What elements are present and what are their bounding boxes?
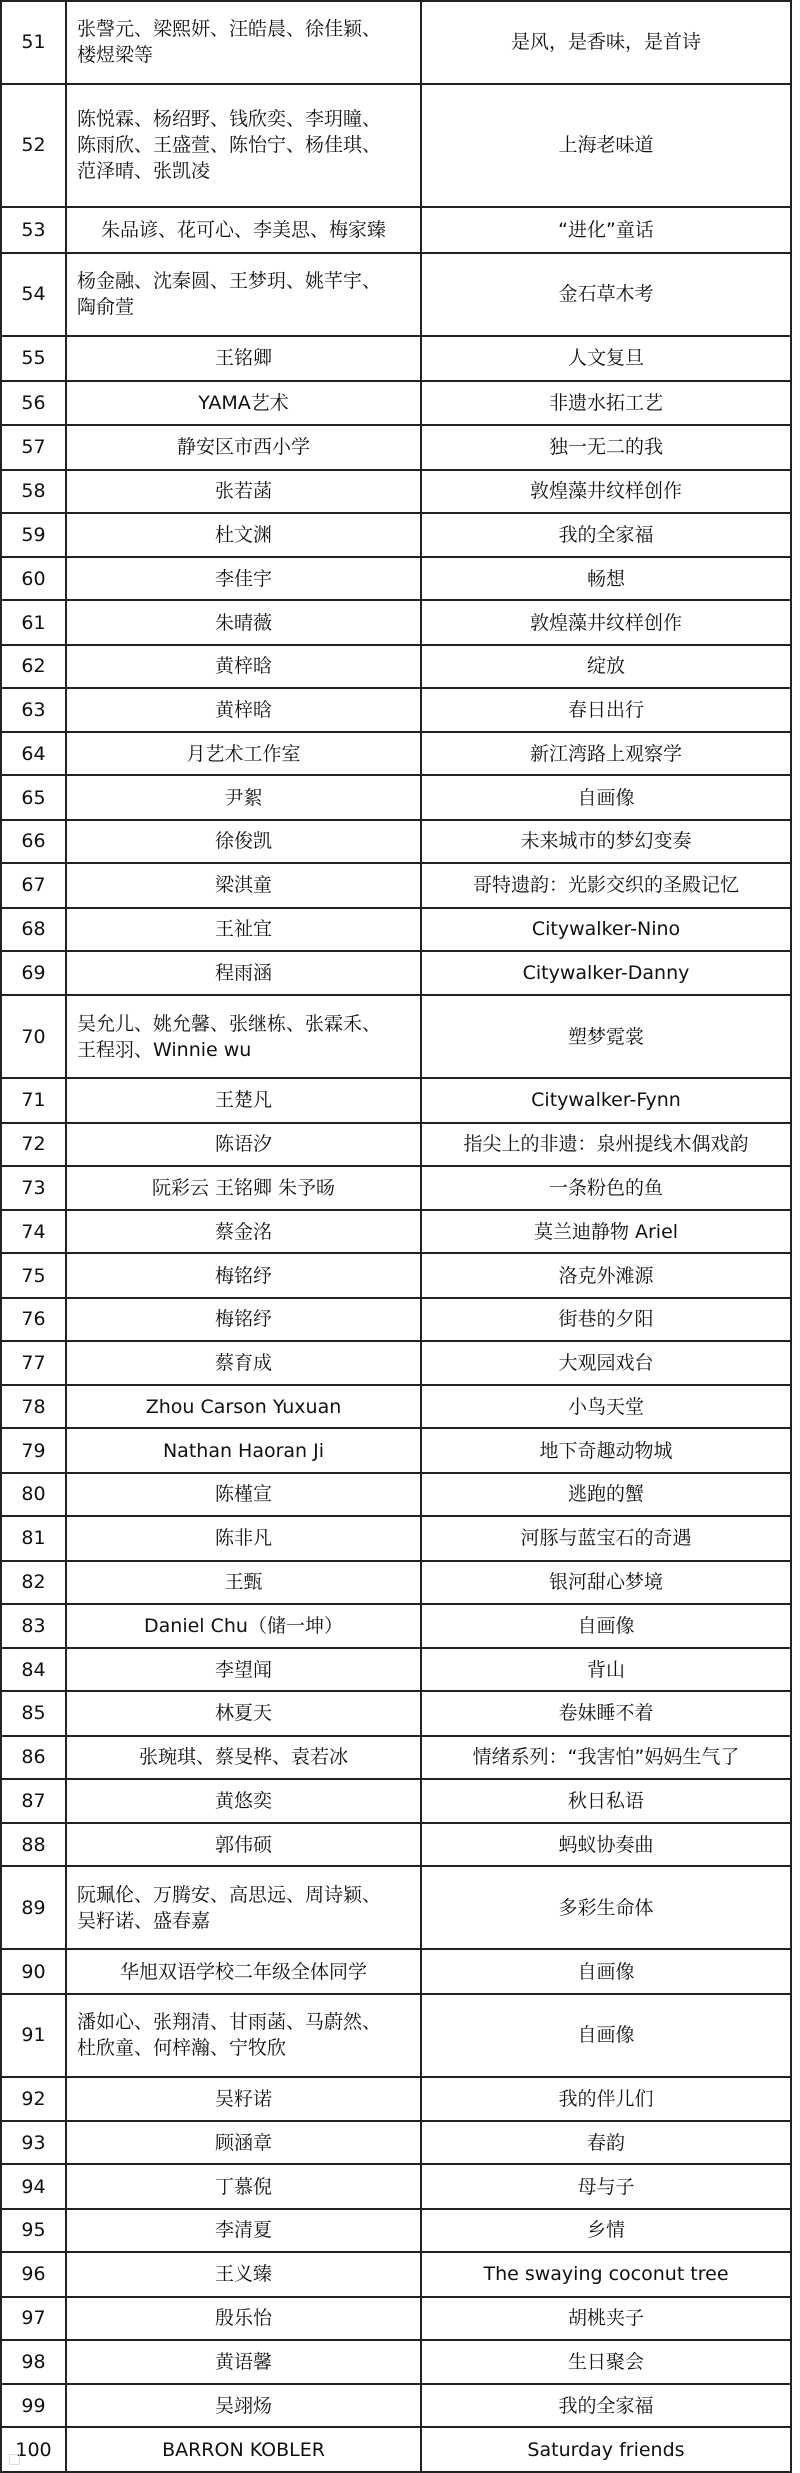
- row-number: 79: [1, 1428, 66, 1473]
- row-number: 76: [1, 1298, 66, 1341]
- author-cell: [66, 820, 421, 863]
- row-number: 88: [1, 1823, 66, 1866]
- author-cell: [66, 1385, 421, 1428]
- work-title: 春韵: [421, 2121, 791, 2164]
- row-number: 98: [1, 2340, 66, 2385]
- table-row: [1, 688, 791, 733]
- work-title: 自画像: [421, 1949, 791, 1994]
- work-title: 乡情: [421, 2209, 791, 2252]
- author-cell: [66, 1691, 421, 1736]
- author-line: 陈非凡: [214, 1527, 272, 1550]
- author-line: BARRON KOBLER: [162, 2438, 325, 2461]
- author-cell: [66, 1516, 421, 1561]
- author-cell: [66, 600, 421, 645]
- table-row: [1, 1866, 791, 1949]
- row-number: 74: [1, 1210, 66, 1253]
- author-line: 殷乐怡: [214, 2307, 272, 2329]
- row-number: 72: [1, 1123, 66, 1166]
- author-cell: [66, 908, 421, 951]
- work-title: 非遗水拓工艺: [421, 381, 791, 426]
- work-title: 洛克外滩源: [421, 1253, 791, 1298]
- table-row: [1, 336, 791, 381]
- work-title: 新江湾路上观察学: [421, 732, 791, 775]
- author-cell: [66, 1473, 421, 1516]
- table-row: [1, 1298, 791, 1341]
- row-number: 60: [1, 557, 66, 600]
- row-number: 82: [1, 1561, 66, 1604]
- row-number: 92: [1, 2077, 66, 2122]
- work-title: 敦煌藻井纹样创作: [421, 470, 791, 513]
- work-title: 逃跑的蟹: [421, 1473, 791, 1516]
- table-row: [1, 1253, 791, 1298]
- author-line: 程雨涵: [214, 961, 272, 984]
- row-number: 59: [1, 513, 66, 558]
- table-row: [1, 1779, 791, 1824]
- table-row: [1, 1994, 791, 2077]
- table-row: [1, 1561, 791, 1604]
- row-number: 97: [1, 2297, 66, 2340]
- author-cell: [66, 1648, 421, 1691]
- table-row: [1, 84, 791, 207]
- author-line: 郭伟硕: [214, 1833, 272, 1856]
- author-cell: [66, 1253, 421, 1298]
- row-number: 84: [1, 1648, 66, 1691]
- author-line: 朱品谚、花可心、李美思、梅家臻: [100, 218, 386, 241]
- author-line: 张謦元、梁熙妍、汪皓晨、徐佳颖、: [77, 18, 382, 41]
- row-number: 75: [1, 1253, 66, 1298]
- table-row: [1, 470, 791, 513]
- row-number: 68: [1, 908, 66, 951]
- work-title: 我的伴儿们: [421, 2077, 791, 2122]
- author-line: 朱晴薇: [214, 611, 272, 634]
- author-cell: [66, 775, 421, 820]
- table-row: [1, 513, 791, 558]
- table-row: [1, 1123, 791, 1166]
- author-line: 王楚凡: [214, 1089, 272, 1112]
- author-cell: [66, 1994, 421, 2077]
- author-line: 丁慕倪: [214, 2175, 272, 2198]
- row-number: 77: [1, 1341, 66, 1386]
- work-title: 背山: [421, 1648, 791, 1691]
- author-line: Nathan Haoran Ji: [162, 1439, 325, 1462]
- table-row: [1, 645, 791, 688]
- author-cell: [66, 253, 421, 336]
- table-row: [1, 2209, 791, 2252]
- table-row: [1, 995, 791, 1078]
- row-number: 81: [1, 1516, 66, 1561]
- author-line: 范泽晴、张凯凌: [77, 160, 211, 183]
- author-line: 李望闻: [214, 1658, 272, 1681]
- author-cell: [66, 1949, 421, 1994]
- author-line: Daniel Chu（储一坤）: [144, 1614, 343, 1637]
- author-line: 陶俞萱: [77, 296, 135, 319]
- table-row: [1, 1385, 791, 1428]
- table-row: [1, 863, 791, 908]
- table-row: [1, 1210, 791, 1253]
- row-number: 96: [1, 2252, 66, 2297]
- work-title: 莫兰迪静物 Ariel: [421, 1210, 791, 1253]
- work-title: 蚂蚁协奏曲: [421, 1823, 791, 1866]
- table-row: [1, 1691, 791, 1736]
- row-number: 91: [1, 1994, 66, 2077]
- author-cell: [66, 557, 421, 600]
- row-number: 70: [1, 995, 66, 1078]
- row-number: 67: [1, 863, 66, 908]
- work-title: 畅想: [421, 557, 791, 600]
- author-cell: [66, 995, 421, 1078]
- table-row: [1, 2427, 791, 2472]
- work-title: 敦煌藻井纹样创作: [421, 600, 791, 645]
- row-number: 52: [1, 84, 66, 207]
- row-number: 53: [1, 207, 66, 253]
- author-line: 阮珮伦、万腾安、高思远、周诗颖、: [77, 1883, 382, 1906]
- author-line: 楼煜梁等: [77, 44, 154, 67]
- author-cell: [66, 863, 421, 908]
- author-line: YAMA艺术: [198, 391, 289, 414]
- work-title: 银河甜心梦境: [421, 1561, 791, 1604]
- work-title: 多彩生命体: [421, 1866, 791, 1949]
- author-cell: [66, 1078, 421, 1123]
- table-row: [1, 2164, 791, 2209]
- author-line: 吴翊炀: [214, 2394, 272, 2417]
- row-number: 65: [1, 775, 66, 820]
- author-cell: [66, 732, 421, 775]
- work-title: 上海老味道: [421, 84, 791, 207]
- work-title: 大观园戏台: [421, 1341, 791, 1386]
- author-line: 梅铭纾: [214, 1308, 272, 1331]
- table-row: [1, 1736, 791, 1779]
- author-line: 王祉宜: [214, 918, 272, 941]
- work-title: 哥特遗韵：光影交织的圣殿记忆: [421, 863, 791, 908]
- author-line: 黄悠奕: [214, 1789, 272, 1812]
- author-line: 杨金融、沈秦圆、王梦玥、姚芊宇、: [77, 270, 382, 293]
- work-title: The swaying coconut tree: [421, 2252, 791, 2297]
- work-title: 胡桃夹子: [421, 2297, 791, 2340]
- author-line: 王程羽、Winnie wu: [77, 1038, 252, 1061]
- table-row: [1, 1949, 791, 1994]
- author-cell: [66, 2209, 421, 2252]
- row-number: 71: [1, 1078, 66, 1123]
- work-title: 自画像: [421, 1604, 791, 1649]
- row-number: 64: [1, 732, 66, 775]
- author-line: 黄梓晗: [214, 655, 272, 678]
- author-line: 吴允儿、姚允馨、张继栋、张霖禾、: [77, 1012, 382, 1035]
- work-title: 我的全家福: [421, 513, 791, 558]
- table-row: [1, 1648, 791, 1691]
- table-row: [1, 732, 791, 775]
- table-row: [1, 2340, 791, 2385]
- work-title: 秋日私语: [421, 1779, 791, 1824]
- table-row: [1, 1516, 791, 1561]
- author-cell: [66, 1736, 421, 1779]
- table-row: [1, 1823, 791, 1866]
- work-title: 生日聚会: [421, 2340, 791, 2385]
- table-row: [1, 1, 791, 84]
- author-line: 杜文渊: [214, 523, 272, 546]
- watermark-logo: □: [8, 2451, 22, 2467]
- work-title: 自画像: [421, 775, 791, 820]
- row-number: 95: [1, 2209, 66, 2252]
- work-title: 我的全家福: [421, 2384, 791, 2427]
- author-line: 王铭卿: [214, 347, 272, 370]
- author-cell: [66, 951, 421, 996]
- author-cell: [66, 1, 421, 84]
- row-number: 86: [1, 1736, 66, 1779]
- table-row: [1, 2252, 791, 2297]
- work-title: “进化”童话: [421, 207, 791, 253]
- work-title: 指尖上的非遗：泉州提线木偶戏韵: [421, 1123, 791, 1166]
- work-title: 绽放: [421, 645, 791, 688]
- row-number: 100: [1, 2427, 66, 2472]
- row-number: 99: [1, 2384, 66, 2427]
- work-title: Saturday friends: [421, 2427, 791, 2472]
- row-number: 93: [1, 2121, 66, 2164]
- author-line: 蔡金洺: [214, 1220, 272, 1243]
- row-number: 54: [1, 253, 66, 336]
- work-title: 塑梦霓裳: [421, 995, 791, 1078]
- author-line: 梅铭纾: [214, 1264, 272, 1287]
- table-row: [1, 1166, 791, 1211]
- author-line: 张琬琪、蔡旻桦、袁若冰: [138, 1746, 348, 1769]
- author-line: 王义臻: [214, 2263, 272, 2286]
- author-cell: [66, 381, 421, 426]
- table-row: [1, 2077, 791, 2122]
- author-cell: [66, 470, 421, 513]
- author-line: 吴籽诺: [214, 2088, 272, 2111]
- author-line: 吴籽诺、盛春嘉: [77, 1909, 211, 1932]
- author-line: 陈雨欣、王盛萱、陈怡宁、杨佳琪、: [77, 134, 382, 157]
- work-title: 母与子: [421, 2164, 791, 2209]
- author-line: 黄梓晗: [214, 699, 272, 722]
- work-title: 人文复旦: [421, 336, 791, 381]
- author-cell: [66, 1166, 421, 1211]
- table-row: [1, 1604, 791, 1649]
- author-cell: [66, 2077, 421, 2122]
- table-row: [1, 2384, 791, 2427]
- author-cell: [66, 1561, 421, 1604]
- author-cell: [66, 1779, 421, 1824]
- author-line: 静安区市西小学: [176, 436, 310, 459]
- work-title: 河豚与蓝宝石的奇遇: [421, 1516, 791, 1561]
- work-title: 未来城市的梦幻变奏: [421, 820, 791, 863]
- table-row: [1, 253, 791, 336]
- row-number: 87: [1, 1779, 66, 1824]
- table-row: [1, 557, 791, 600]
- author-line: 蔡育成: [214, 1352, 272, 1375]
- author-line: 陈槿宣: [214, 1483, 272, 1506]
- table-row: [1, 1078, 791, 1123]
- table-row: [1, 2297, 791, 2340]
- author-cell: [66, 84, 421, 207]
- work-title: 一条粉色的鱼: [421, 1166, 791, 1211]
- author-cell: [66, 2340, 421, 2385]
- author-line: 林夏天: [214, 1702, 272, 1725]
- row-number: 62: [1, 645, 66, 688]
- author-cell: [66, 1123, 421, 1166]
- row-number: 58: [1, 470, 66, 513]
- table-row: [1, 425, 791, 470]
- table-row: [1, 1428, 791, 1473]
- author-line: 潘如心、张翔清、甘雨菡、马蔚然、: [77, 2011, 382, 2034]
- author-line: 李清夏: [214, 2219, 272, 2242]
- works-list-body: [1, 1, 791, 2472]
- work-title: 情绪系列：“我害怕”妈妈生气了: [421, 1736, 791, 1779]
- table-row: [1, 600, 791, 645]
- row-number: 89: [1, 1866, 66, 1949]
- author-line: 王甄: [224, 1571, 263, 1594]
- author-cell: [66, 1210, 421, 1253]
- author-line: 月艺术工作室: [186, 742, 301, 765]
- author-line: 李佳宇: [214, 567, 272, 590]
- author-line: 尹絮: [224, 786, 263, 809]
- work-title: 地下奇趣动物城: [421, 1428, 791, 1473]
- work-title: 金石草木考: [421, 253, 791, 336]
- author-cell: [66, 2427, 421, 2472]
- work-title: 独一无二的我: [421, 425, 791, 470]
- row-number: 66: [1, 820, 66, 863]
- table-row: [1, 381, 791, 426]
- author-line: 杜欣童、何梓瀚、宁牧欣: [77, 2037, 287, 2060]
- author-cell: [66, 2384, 421, 2427]
- row-number: 80: [1, 1473, 66, 1516]
- work-title: Citywalker-Danny: [421, 951, 791, 996]
- author-cell: [66, 2297, 421, 2340]
- row-number: 61: [1, 600, 66, 645]
- author-cell: [66, 1298, 421, 1341]
- author-line: 顾涵章: [214, 2131, 272, 2154]
- row-number: 55: [1, 336, 66, 381]
- row-number: 78: [1, 1385, 66, 1428]
- work-title: 卷妹睡不着: [421, 1691, 791, 1736]
- author-cell: [66, 2252, 421, 2297]
- table-row: [1, 1473, 791, 1516]
- work-title: 自画像: [421, 1994, 791, 2077]
- author-cell: [66, 1823, 421, 1866]
- work-title: 街巷的夕阳: [421, 1298, 791, 1341]
- row-number: 69: [1, 951, 66, 996]
- table-row: [1, 1341, 791, 1386]
- table-row: [1, 207, 791, 253]
- author-line: 张若菡: [214, 480, 272, 503]
- row-number: 73: [1, 1166, 66, 1211]
- author-line: 阮彩云 王铭卿 朱予旸: [151, 1176, 336, 1199]
- row-number: 51: [1, 1, 66, 84]
- row-number: 63: [1, 688, 66, 733]
- work-title: 是风，是香味，是首诗: [421, 1, 791, 84]
- author-cell: [66, 1428, 421, 1473]
- work-title: 小鸟天堂: [421, 1385, 791, 1428]
- table-row: [1, 951, 791, 996]
- author-cell: [66, 425, 421, 470]
- table-row: [1, 820, 791, 863]
- author-cell: [66, 336, 421, 381]
- row-number: 85: [1, 1691, 66, 1736]
- row-number: 90: [1, 1949, 66, 1994]
- row-number: 94: [1, 2164, 66, 2209]
- table-row: [1, 2121, 791, 2164]
- table-row: [1, 775, 791, 820]
- author-cell: [66, 513, 421, 558]
- author-line: 陈悦霖、杨绍野、钱欣奕、李玥瞳、: [77, 108, 382, 131]
- author-line: Zhou Carson Yuxuan: [145, 1395, 342, 1418]
- author-cell: [66, 2121, 421, 2164]
- author-line: 黄语馨: [214, 2350, 272, 2373]
- author-cell: [66, 645, 421, 688]
- author-line: 华旭双语学校二年级全体同学: [119, 1960, 367, 1983]
- row-number: 83: [1, 1604, 66, 1649]
- author-cell: [66, 1341, 421, 1386]
- author-cell: [66, 2164, 421, 2209]
- author-cell: [66, 207, 421, 253]
- author-line: 徐俊凯: [214, 830, 272, 853]
- author-cell: [66, 1604, 421, 1649]
- author-line: 梁淇童: [214, 874, 272, 897]
- author-cell: [66, 688, 421, 733]
- row-number: 56: [1, 381, 66, 426]
- table-row: [1, 908, 791, 951]
- author-cell: [66, 1866, 421, 1949]
- row-number: 57: [1, 425, 66, 470]
- work-title: Citywalker-Nino: [421, 908, 791, 951]
- work-title: Citywalker-Fynn: [421, 1078, 791, 1123]
- work-title: 春日出行: [421, 688, 791, 733]
- author-line: 陈语汐: [214, 1133, 272, 1156]
